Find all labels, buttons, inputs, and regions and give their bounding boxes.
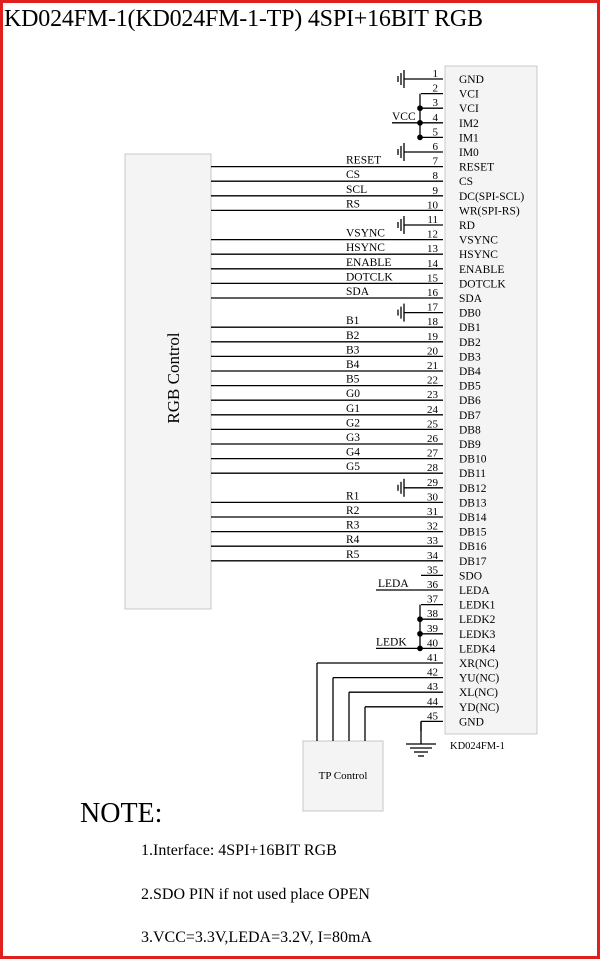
pin-number-18: 18 (427, 316, 438, 329)
signal-label-sda: SDA (346, 286, 370, 298)
pin-name-1: GND (459, 74, 484, 86)
pin-name-3: VCI (459, 103, 479, 116)
signal-label-g3: G3 (346, 432, 361, 444)
pin-name-41: XR(NC) (459, 658, 499, 670)
signal-label-g0: G0 (346, 388, 361, 401)
page-title: KD024FM-1(KD024FM-1-TP) 4SPI+16BIT RGB (4, 6, 483, 32)
pin-number-9: 9 (432, 184, 438, 197)
pin-number-2: 2 (432, 82, 438, 95)
pin-name-9: DC(SPI-SCL) (459, 190, 525, 203)
pin-name-39: LEDK3 (459, 628, 496, 641)
pin-name-27: DB10 (459, 453, 487, 466)
pin-name-42: YU(NC) (459, 672, 500, 685)
pin-number-10: 10 (427, 199, 438, 212)
signal-label-b1: B1 (346, 315, 360, 328)
signal-label-r1: R1 (346, 490, 360, 503)
vcc-label: VCC (392, 110, 416, 123)
pin-name-35: SDO (459, 570, 483, 583)
pin-name-5: IM1 (459, 132, 479, 145)
junction-dot (418, 135, 422, 139)
junction-dot (418, 617, 422, 621)
pin-number-13: 13 (427, 243, 438, 256)
pin-name-21: DB4 (459, 366, 481, 378)
pin-number-7: 7 (432, 155, 438, 168)
signal-label-enable: ENABLE (346, 256, 392, 269)
rgb-control-label: RGB Control (164, 332, 183, 424)
pin-number-40: 40 (427, 637, 438, 650)
pin-name-37: LEDK1 (459, 599, 496, 612)
pin-number-19: 19 (427, 330, 438, 343)
pin-name-12: VSYNC (459, 234, 498, 247)
signal-label-r2: R2 (346, 505, 360, 517)
pin-number-15: 15 (427, 272, 438, 285)
pin-name-28: DB11 (459, 468, 487, 481)
signal-label-r5: R5 (346, 548, 360, 561)
pin-number-31: 31 (427, 506, 438, 518)
pin-number-41: 41 (427, 652, 438, 664)
pin-name-10: WR(SPI-RS) (459, 205, 520, 218)
pin-name-18: DB1 (459, 322, 481, 335)
pin-name-32: DB15 (459, 526, 487, 539)
pin-name-22: DB5 (459, 380, 481, 393)
signal-label-b2: B2 (346, 329, 360, 342)
signal-label-r3: R3 (346, 519, 360, 532)
pin-name-38: LEDK2 (459, 614, 496, 627)
pin-number-12: 12 (427, 228, 438, 241)
pin-name-8: CS (459, 176, 474, 189)
signal-label-r4: R4 (346, 534, 360, 547)
pin-name-24: DB7 (459, 409, 481, 422)
note-line-3: 3.VCC=3.3V,LEDA=3.2V, I=80mA (141, 929, 372, 946)
pin-name-16: SDA (459, 293, 483, 305)
pin-name-36: LEDA (459, 585, 490, 597)
pin-name-2: VCI (459, 88, 479, 101)
pin-number-11: 11 (427, 214, 438, 226)
pin-number-45: 45 (427, 710, 438, 723)
pin-name-23: DB6 (459, 395, 481, 408)
pin-number-42: 42 (427, 666, 438, 679)
pin-number-23: 23 (427, 389, 438, 402)
pin-number-16: 16 (427, 287, 438, 299)
signal-label-g1: G1 (346, 402, 361, 415)
pin-name-26: DB9 (459, 439, 481, 451)
pin-name-19: DB2 (459, 336, 481, 349)
pin-number-44: 44 (427, 695, 438, 708)
note-title: NOTE: (80, 798, 163, 829)
pin-number-35: 35 (427, 564, 438, 577)
pin-name-33: DB16 (459, 541, 487, 554)
pin-number-5: 5 (432, 126, 438, 139)
signal-label-hsync: HSYNC (346, 242, 385, 255)
pin-number-6: 6 (432, 141, 438, 153)
signal-label-b4: B4 (346, 359, 360, 371)
signal-label-dotclk: DOTCLK (346, 271, 393, 284)
pin-number-36: 36 (427, 579, 438, 591)
pin-number-33: 33 (427, 535, 438, 548)
pin-number-1: 1 (432, 68, 438, 80)
pin-name-29: DB12 (459, 482, 487, 495)
pin-name-17: DB0 (459, 307, 481, 320)
pin-number-25: 25 (427, 418, 438, 431)
signal-label-g2: G2 (346, 417, 361, 430)
ledk-label: LEDK (376, 636, 407, 649)
junction-dot (418, 632, 422, 636)
pin-name-15: DOTCLK (459, 278, 506, 291)
pin-name-13: HSYNC (459, 249, 498, 262)
signal-label-b5: B5 (346, 373, 360, 386)
pin-name-7: RESET (459, 161, 495, 174)
pin-name-31: DB14 (459, 512, 487, 524)
pin-name-30: DB13 (459, 497, 487, 510)
pin-name-11: RD (459, 220, 475, 232)
signal-label-vsync: VSYNC (346, 227, 385, 240)
pin-name-44: YD(NC) (459, 701, 500, 714)
pin-number-30: 30 (427, 491, 438, 504)
leda-label: LEDA (378, 578, 409, 590)
pin-name-43: XL(NC) (459, 687, 498, 700)
tp-control-label: TP Control (318, 770, 368, 782)
pin-number-14: 14 (427, 257, 438, 270)
pin-number-8: 8 (432, 170, 438, 183)
pin-number-22: 22 (427, 374, 438, 387)
pin-number-3: 3 (432, 97, 438, 110)
module-name-label: KD024FM-1 (450, 741, 505, 752)
pin-name-14: ENABLE (459, 263, 505, 276)
pin-number-28: 28 (427, 462, 438, 475)
pin-name-25: DB8 (459, 424, 481, 437)
pin-number-26: 26 (427, 433, 438, 445)
note-line-1: 1.Interface: 4SPI+16BIT RGB (141, 842, 337, 859)
pin-number-32: 32 (427, 520, 438, 533)
signal-label-g5: G5 (346, 461, 361, 474)
junction-dot (418, 106, 422, 110)
pin-number-43: 43 (427, 681, 438, 694)
pin-name-34: DB17 (459, 555, 487, 568)
signal-label-rs: RS (346, 198, 361, 211)
signal-label-cs: CS (346, 169, 361, 182)
pin-number-17: 17 (427, 301, 438, 314)
pin-name-40: LEDK4 (459, 643, 496, 656)
pin-number-37: 37 (427, 593, 438, 606)
signal-label-g4: G4 (346, 446, 361, 459)
pin-number-4: 4 (432, 111, 438, 124)
pin-name-45: GND (459, 716, 484, 729)
pin-number-24: 24 (427, 403, 438, 416)
pin-number-20: 20 (427, 345, 438, 358)
pin-number-39: 39 (427, 622, 438, 635)
pin-name-20: DB3 (459, 351, 481, 364)
pin-number-21: 21 (427, 360, 438, 372)
pin-name-6: IM0 (459, 147, 479, 159)
signal-label-b3: B3 (346, 344, 360, 357)
pin-number-27: 27 (427, 447, 438, 460)
pin-name-4: IM2 (459, 117, 479, 130)
signal-label-scl: SCL (346, 183, 368, 196)
signal-label-reset: RESET (346, 154, 382, 167)
pin-number-34: 34 (427, 549, 438, 562)
note-line-2: 2.SDO PIN if not used place OPEN (141, 886, 370, 903)
pin-number-38: 38 (427, 608, 438, 621)
pin-number-29: 29 (427, 476, 438, 489)
